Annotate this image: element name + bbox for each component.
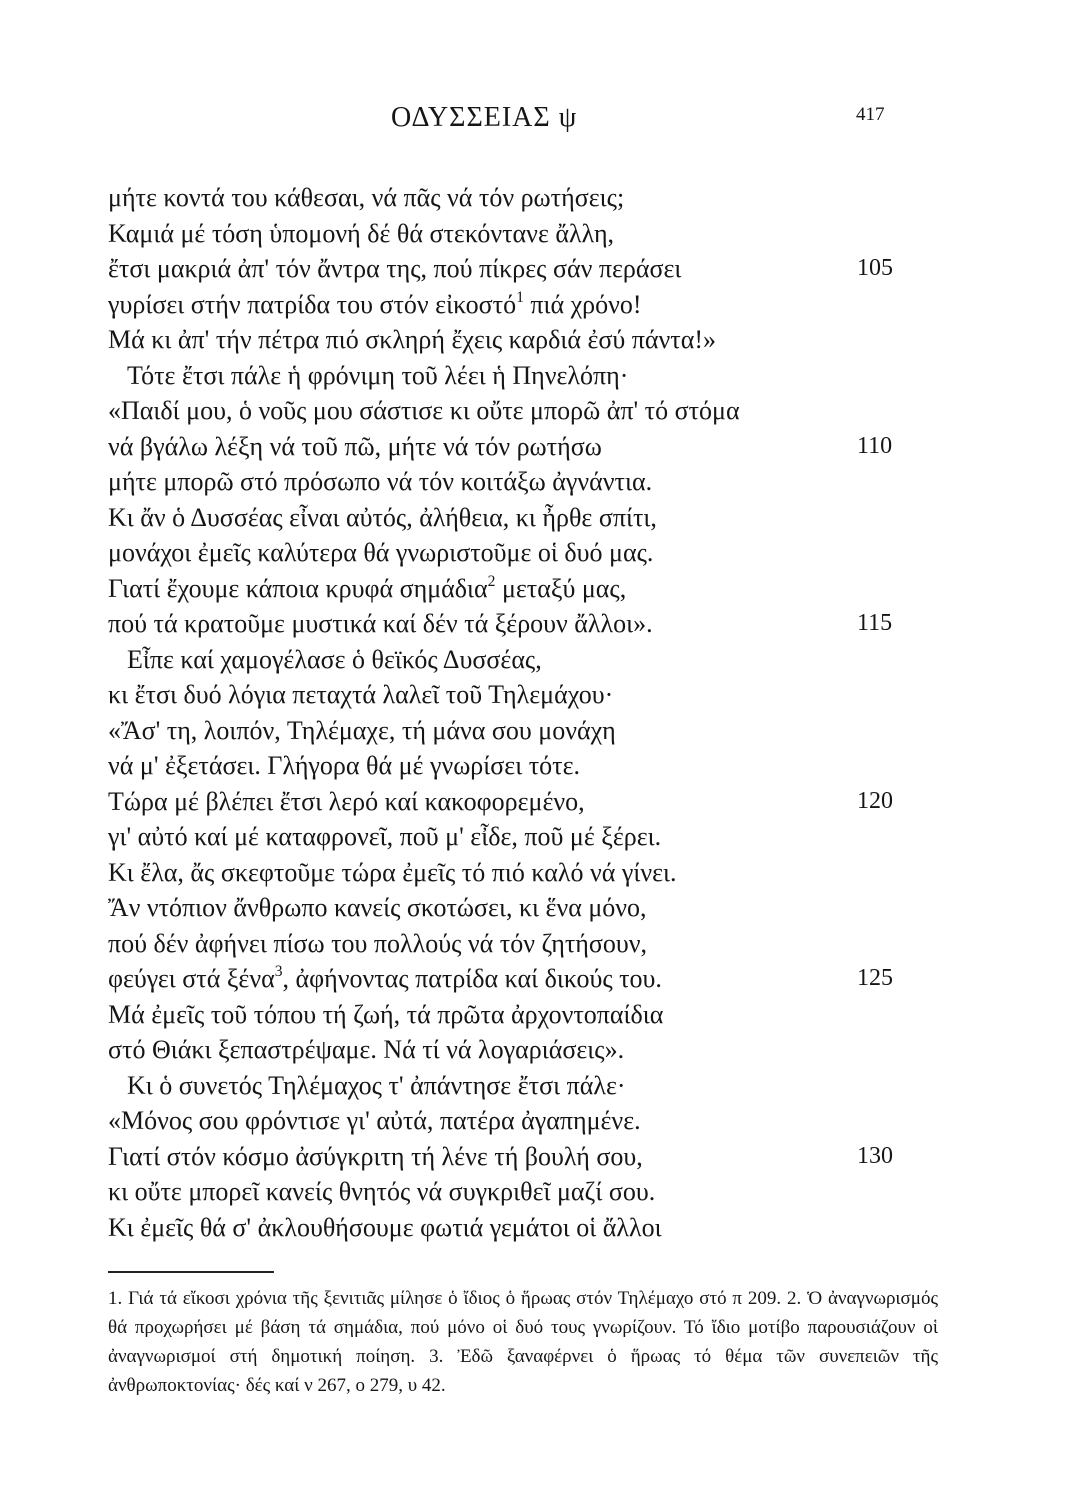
- verse-text: γι' αὐτό καί μέ καταφρονεῖ, ποῦ μ' εἶδε, ποῦ μέ ξέρει.: [108, 822, 662, 851]
- verse-line: [0, 926, 1085, 962]
- verse-line: [0, 358, 1085, 394]
- verse-line: [0, 1032, 1085, 1068]
- footnote-divider: [108, 1271, 274, 1273]
- verse-line: [0, 429, 1085, 465]
- running-title: ΟΔΥΣΣΕΙΑΣ ψ: [391, 102, 578, 133]
- line-number: 105: [857, 255, 893, 281]
- verse-line: [0, 287, 1085, 323]
- verse-line: [0, 464, 1085, 500]
- verse-text: πού τά κρατοῦμε μυστικά καί δέν τά ξέρουν ἄλλοι».: [108, 609, 653, 638]
- verse-text: κι ἔτσι δυό λόγια πεταχτά λαλεῖ τοῦ Τηλεμάχου·: [108, 680, 614, 709]
- verse-line: [0, 251, 1085, 287]
- verse-line: [0, 322, 1085, 358]
- verse-text: Μά κι ἀπ' τήν πέτρα πιό σκληρή ἔχεις καρδιά ἐσύ πάντα!»: [108, 325, 716, 354]
- line-number: 125: [857, 965, 893, 991]
- verse-line: [0, 180, 1085, 216]
- verse-line: [0, 571, 1085, 607]
- footnote-marker: 1: [516, 288, 524, 306]
- verse-text: Γιατί στόν κόσμο ἀσύγκριτη τή λένε τή βουλή σου,: [108, 1141, 643, 1171]
- verse-line: [0, 784, 1085, 820]
- verse-text: «Ἄσ' τη, λοιπόν, Τηλέμαχε, τή μάνα σου μονάχη: [108, 715, 616, 745]
- verse-line: [0, 748, 1085, 784]
- verse-line: [0, 1139, 1085, 1175]
- verse-line: [0, 855, 1085, 891]
- verse-text: γυρίσει στήν πατρίδα του στόν εἰκοστό$^1$ πιά χρόνο!: [108, 288, 642, 319]
- verse-line: [0, 997, 1085, 1033]
- verse-text: φεύγει στά ξένα$^3$, ἀφήνοντας πατρίδα καί δικούς του.: [108, 963, 662, 993]
- verse-text: Ἄν ντόπιον ἄνθρωπο κανείς σκοτώσει, κι ἕνα μόνο,: [108, 893, 647, 922]
- poem-body: [0, 180, 1085, 1245]
- verse-line: [0, 890, 1085, 926]
- verse-text: Γιατί ἔχουμε κάποια κρυφά σημάδια$^2$ μεταξύ μας,: [108, 572, 627, 603]
- page-number: 417: [856, 104, 885, 125]
- verse-text: ἔτσι μακριά ἀπ' τόν ἄντρα της, πού πίκρες σάν περάσει: [108, 254, 682, 283]
- line-number: 120: [857, 787, 893, 814]
- footnote-text: 1. Γιά τά εἴκοσι χρόνια τῆς ξενιτιᾶς μίλησε ὁ ἴδιος ὁ ἥρωας στόν Τηλέμαχο στό π 209. 2. Ὁ ἀναγνωρισμός θά προχωρήσει μέ βάση τά σημάδια, πού μόνο οἱ δυό τους γνωρίζουν. Τό ἴδιο μοτίβο παρουσιάζουν οἱ ἀναγνωρισμοί στή δημοτική ποίηση. 3. Ἐδῶ ξαναφέρνει ὁ ἥρωας τό θέμα τῶν συνεπειῶν τῆς ἀνθρωποκτονίας· δές καί ν 267, ο 279, υ 42.: [108, 1288, 938, 1396]
- verse-text: Τώρα μέ βλέπει ἔτσι λερό καί κακοφορεμένο,: [108, 786, 585, 816]
- verse-line: [0, 642, 1085, 678]
- verse-text: «Παιδί μου, ὁ νοῦς μου σάστισε κι οὔτε μπορῶ ἀπ' τό στόμα: [108, 396, 740, 425]
- verse-text: «Μόνος σου φρόντισε γι' αὐτά, πατέρα ἀγαπημένε.: [108, 1106, 641, 1135]
- verse-text: Τότε ἔτσι πάλε ἡ φρόνιμη τοῦ λέει ἡ Πηνελόπη·: [127, 360, 629, 390]
- verse-line: [0, 1068, 1085, 1104]
- page-header: [0, 100, 1085, 140]
- verse-line: [0, 713, 1085, 749]
- footnotes: [108, 1284, 938, 1400]
- verse-text: μονάχοι ἐμεῖς καλύτερα θά γνωριστοῦμε οἱ δυό μας.: [108, 538, 654, 567]
- verse-text: Κι ἄν ὁ Δυσσέας εἶναι αὐτός, ἀλήθεια, κι ἦρθε σπίτι,: [108, 502, 657, 532]
- verse-line: [0, 535, 1085, 571]
- verse-line: [0, 677, 1085, 713]
- line-number: 110: [857, 432, 893, 459]
- verse-line: [0, 606, 1085, 642]
- verse-text: Κι ἐμεῖς θά σ' ἀκλουθήσουμε φωτιά γεμάτοι οἱ ἄλλοι: [108, 1212, 662, 1242]
- verse-text: Κι ὁ συνετός Τηλέμαχος τ' ἀπάντησε ἔτσι πάλε·: [127, 1070, 626, 1100]
- verse-text: Μά ἐμεῖς τοῦ τόπου τή ζωή, τά πρῶτα ἀρχοντοπαίδια: [108, 999, 664, 1029]
- verse-line: [0, 1174, 1085, 1210]
- verse-line: [0, 216, 1085, 252]
- verse-line: [0, 961, 1085, 997]
- footnote-marker: 2: [487, 572, 496, 590]
- verse-text: Εἶπε καί χαμογέλασε ὁ θεϊκός Δυσσέας,: [127, 644, 542, 674]
- verse-line: [0, 1103, 1085, 1139]
- line-number: 130: [857, 1142, 893, 1169]
- verse-text: στό Θιάκι ξεπαστρέψαμε. Νά τί νά λογαριάσεις».: [108, 1035, 625, 1064]
- verse-text: πού δέν ἀφήνει πίσω του πολλούς νά τόν ζητήσουν,: [108, 928, 648, 958]
- verse-text: κι οὔτε μπορεῖ κανείς θνητός νά συγκριθεῖ μαζί σου.: [108, 1177, 656, 1206]
- verse-line: [0, 1210, 1085, 1246]
- verse-line: [0, 393, 1085, 429]
- verse-text: Καμιά μέ τόση ὑπομονή δέ θά στεκόντανε ἄλλη,: [108, 218, 615, 248]
- verse-line: [0, 819, 1085, 855]
- verse-text: νά μ' ἐξετάσει. Γλήγορα θά μέ γνωρίσει τότε.: [108, 751, 581, 780]
- verse-text: μήτε μπορῶ στό πρόσωπο νά τόν κοιτάξω ἀγνάντια.: [108, 467, 653, 496]
- footnote-marker: 3: [274, 963, 283, 981]
- line-number: 115: [857, 610, 893, 636]
- verse-text: νά βγάλω λέξη νά τοῦ πῶ, μήτε νά τόν ρωτήσω: [108, 431, 602, 461]
- verse-text: Κι ἔλα, ἄς σκεφτοῦμε τώρα ἐμεῖς τό πιό καλό νά γίνει.: [108, 857, 677, 887]
- verse-text: μήτε κοντά του κάθεσαι, νά πᾶς νά τόν ρωτήσεις;: [108, 183, 625, 212]
- verse-line: [0, 500, 1085, 536]
